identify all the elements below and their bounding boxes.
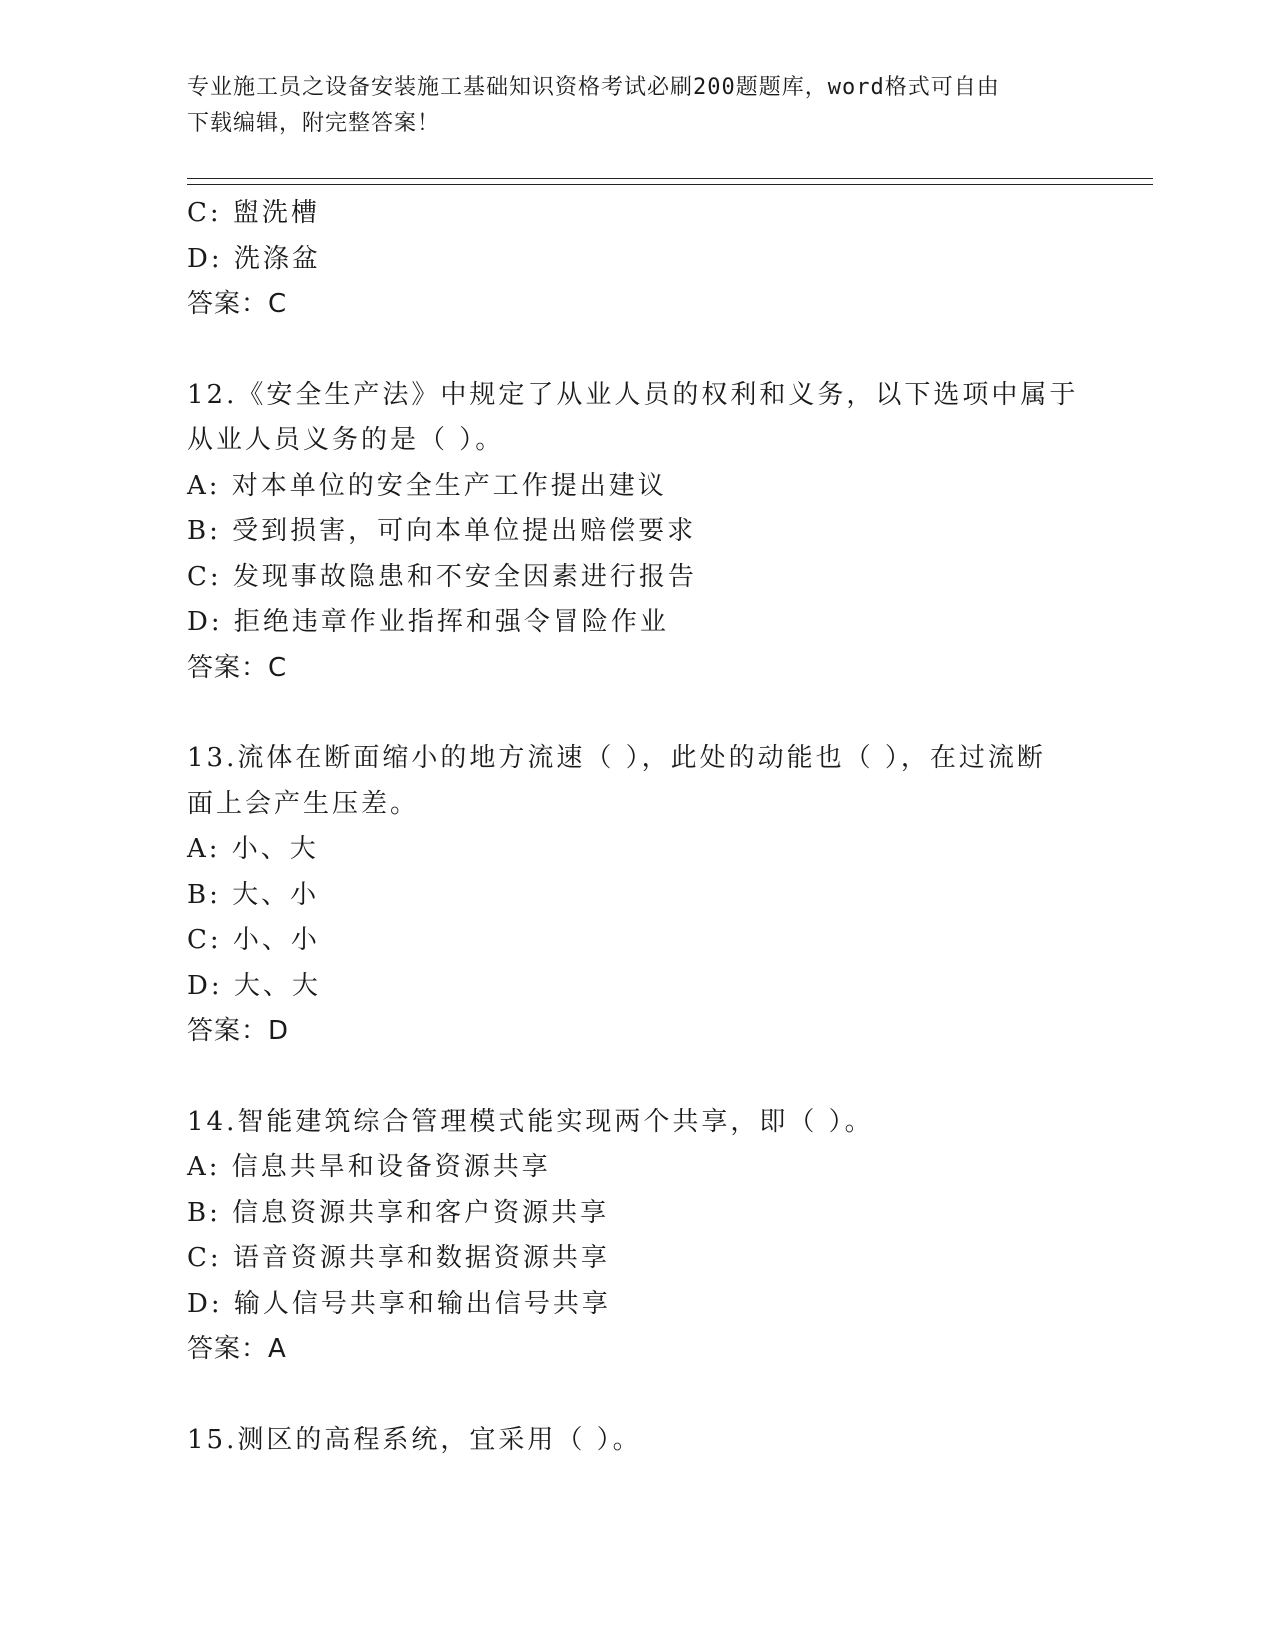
option-d: D: 输人信号共享和输出信号共享 [187,1288,611,1319]
option-c: C: 小、小 [187,925,320,955]
header-line-1: 专业施工员之设备安装施工基础知识资格考试必刷200题题库，word格式可自由 [187,75,1000,100]
question-stem: 13.流体在断面缩小的地方流速（ ），此处的动能也（ ），在过流断 [187,743,1046,773]
option-b: B: 受到损害，可向本单位提出赔偿要求 [187,516,697,546]
option-c: C: 发现事故隐患和不安全因素进行报告 [187,561,697,592]
question-11 [187,191,1087,328]
question-stem: 14.智能建筑综合管理模式能实现两个共享，即（ ）。 [187,1106,874,1137]
answer: 答案：C [187,652,288,683]
header-line-2: 下载编辑，附完整答案！ [187,111,441,136]
answer: 答案：D [187,1016,290,1046]
option-d: D: 拒绝违章作业指挥和强令冒险作业 [187,607,669,637]
question-12 [187,373,1087,692]
option-b: B: 大、小 [187,879,320,910]
spacer [187,328,1087,373]
document-header [187,70,1067,142]
option-a: A: 信息共旱和设备资源共享 [187,1152,551,1182]
question-stem: 15.测区的高程系统，宜采用（ ）。 [187,1424,642,1455]
question-stem-continued: 面上会产生压差。 [187,788,420,819]
option-d: D: 洗涤盆 [187,243,321,274]
answer: 答案：C [187,289,288,319]
spacer [187,1055,1087,1100]
question-15 [187,1418,1087,1464]
spacer [187,691,1087,736]
question-list [187,191,1087,1463]
option-a: A: 对本单位的安全生产工作提出建议 [187,470,667,501]
question-14 [187,1100,1087,1373]
question-stem-continued: 从业人员义务的是（ ）。 [187,425,505,455]
option-a: A: 小、大 [187,834,319,864]
question-13 [187,736,1087,1055]
option-c: C: 盥洗槽 [187,198,320,228]
option-d: D: 大、大 [187,970,321,1001]
question-stem: 12.《安全生产法》中规定了从业人员的权利和义务，以下选项中属于 [187,379,1079,410]
spacer [187,1373,1087,1418]
header-divider [187,178,1153,185]
option-c: C: 语音资源共享和数据资源共享 [187,1243,610,1273]
option-b: B: 信息资源共享和客户资源共享 [187,1197,610,1228]
answer: 答案：A [187,1334,287,1364]
